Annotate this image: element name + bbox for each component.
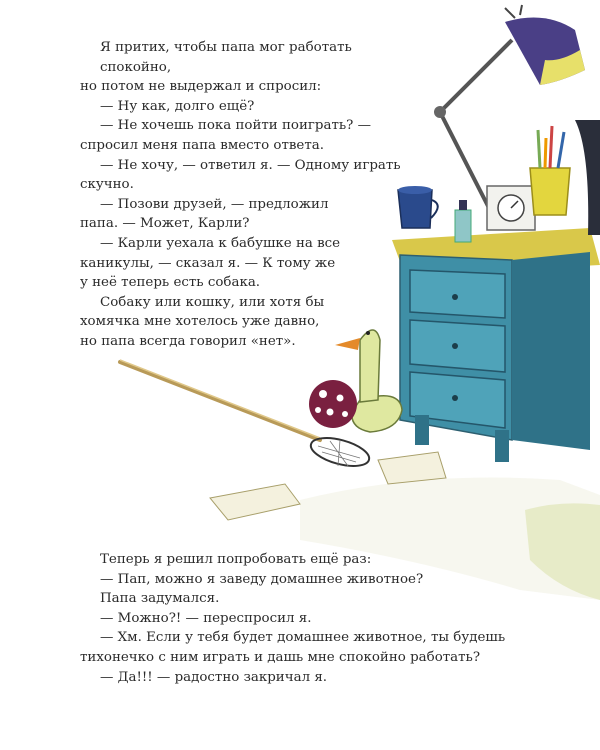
story-paragraph-bottom [80,550,520,687]
text-line: — Карли уехала к бабушке на все [100,235,341,251]
desk-leg-left [415,415,429,445]
text-line: но папа всегда говорил «нет». [80,333,296,349]
text-line: хомячка мне хотелось уже давно, [80,314,320,330]
dark-object [575,120,600,235]
text-line: папа. — Может, Карли? [80,216,250,232]
text-line: — Можно?! — переспросил я. [100,610,312,626]
bottle-icon [455,200,471,242]
text-line: но потом не выдержал и спросил: [80,79,322,95]
text-line: Теперь я решил попробовать ещё раз: [100,552,372,567]
text-line: — Не хочу, — ответил я. — Одному играть [100,157,401,173]
text-line: у неё теперь есть собака. [80,275,261,291]
drawers [410,270,505,428]
story-paragraph-top [80,38,420,352]
text-line: Я притих, чтобы папа мог работать спокойно, [100,40,352,75]
pencil-cup-icon [530,126,570,215]
desk-side [512,252,590,450]
text-line: Папа задумался. [100,591,220,607]
text-line: спросил меня папа вместо ответа. [80,137,324,153]
text-line: — Не хочешь пока пойти поиграть? — [100,118,371,134]
clock-device-icon [487,186,535,230]
paper-sheet [210,484,300,520]
text-line: тихонечко с ним играть и дашь мне спокойно работать? [80,649,481,665]
text-line: каникулы, — сказал я. — К тому же [80,255,336,271]
text-line: — Ну как, долго ещё? [100,98,255,114]
text-line: — Позови друзей, — предложил [100,196,329,212]
text-line: — Пап, можно я заведу домашнее животное? [100,571,424,587]
text-line: скучно. [80,177,134,193]
text-line: — Хм. Если у тебя будет домашнее животное, ты будешь [100,630,506,646]
text-line: Собаку или кошку, или хотя бы [100,294,325,310]
desk-leg-right [495,430,509,462]
text-line: — Да!!! — радостно закричал я. [100,669,328,685]
ball-icon [309,380,357,428]
paper-sheet [378,452,446,484]
